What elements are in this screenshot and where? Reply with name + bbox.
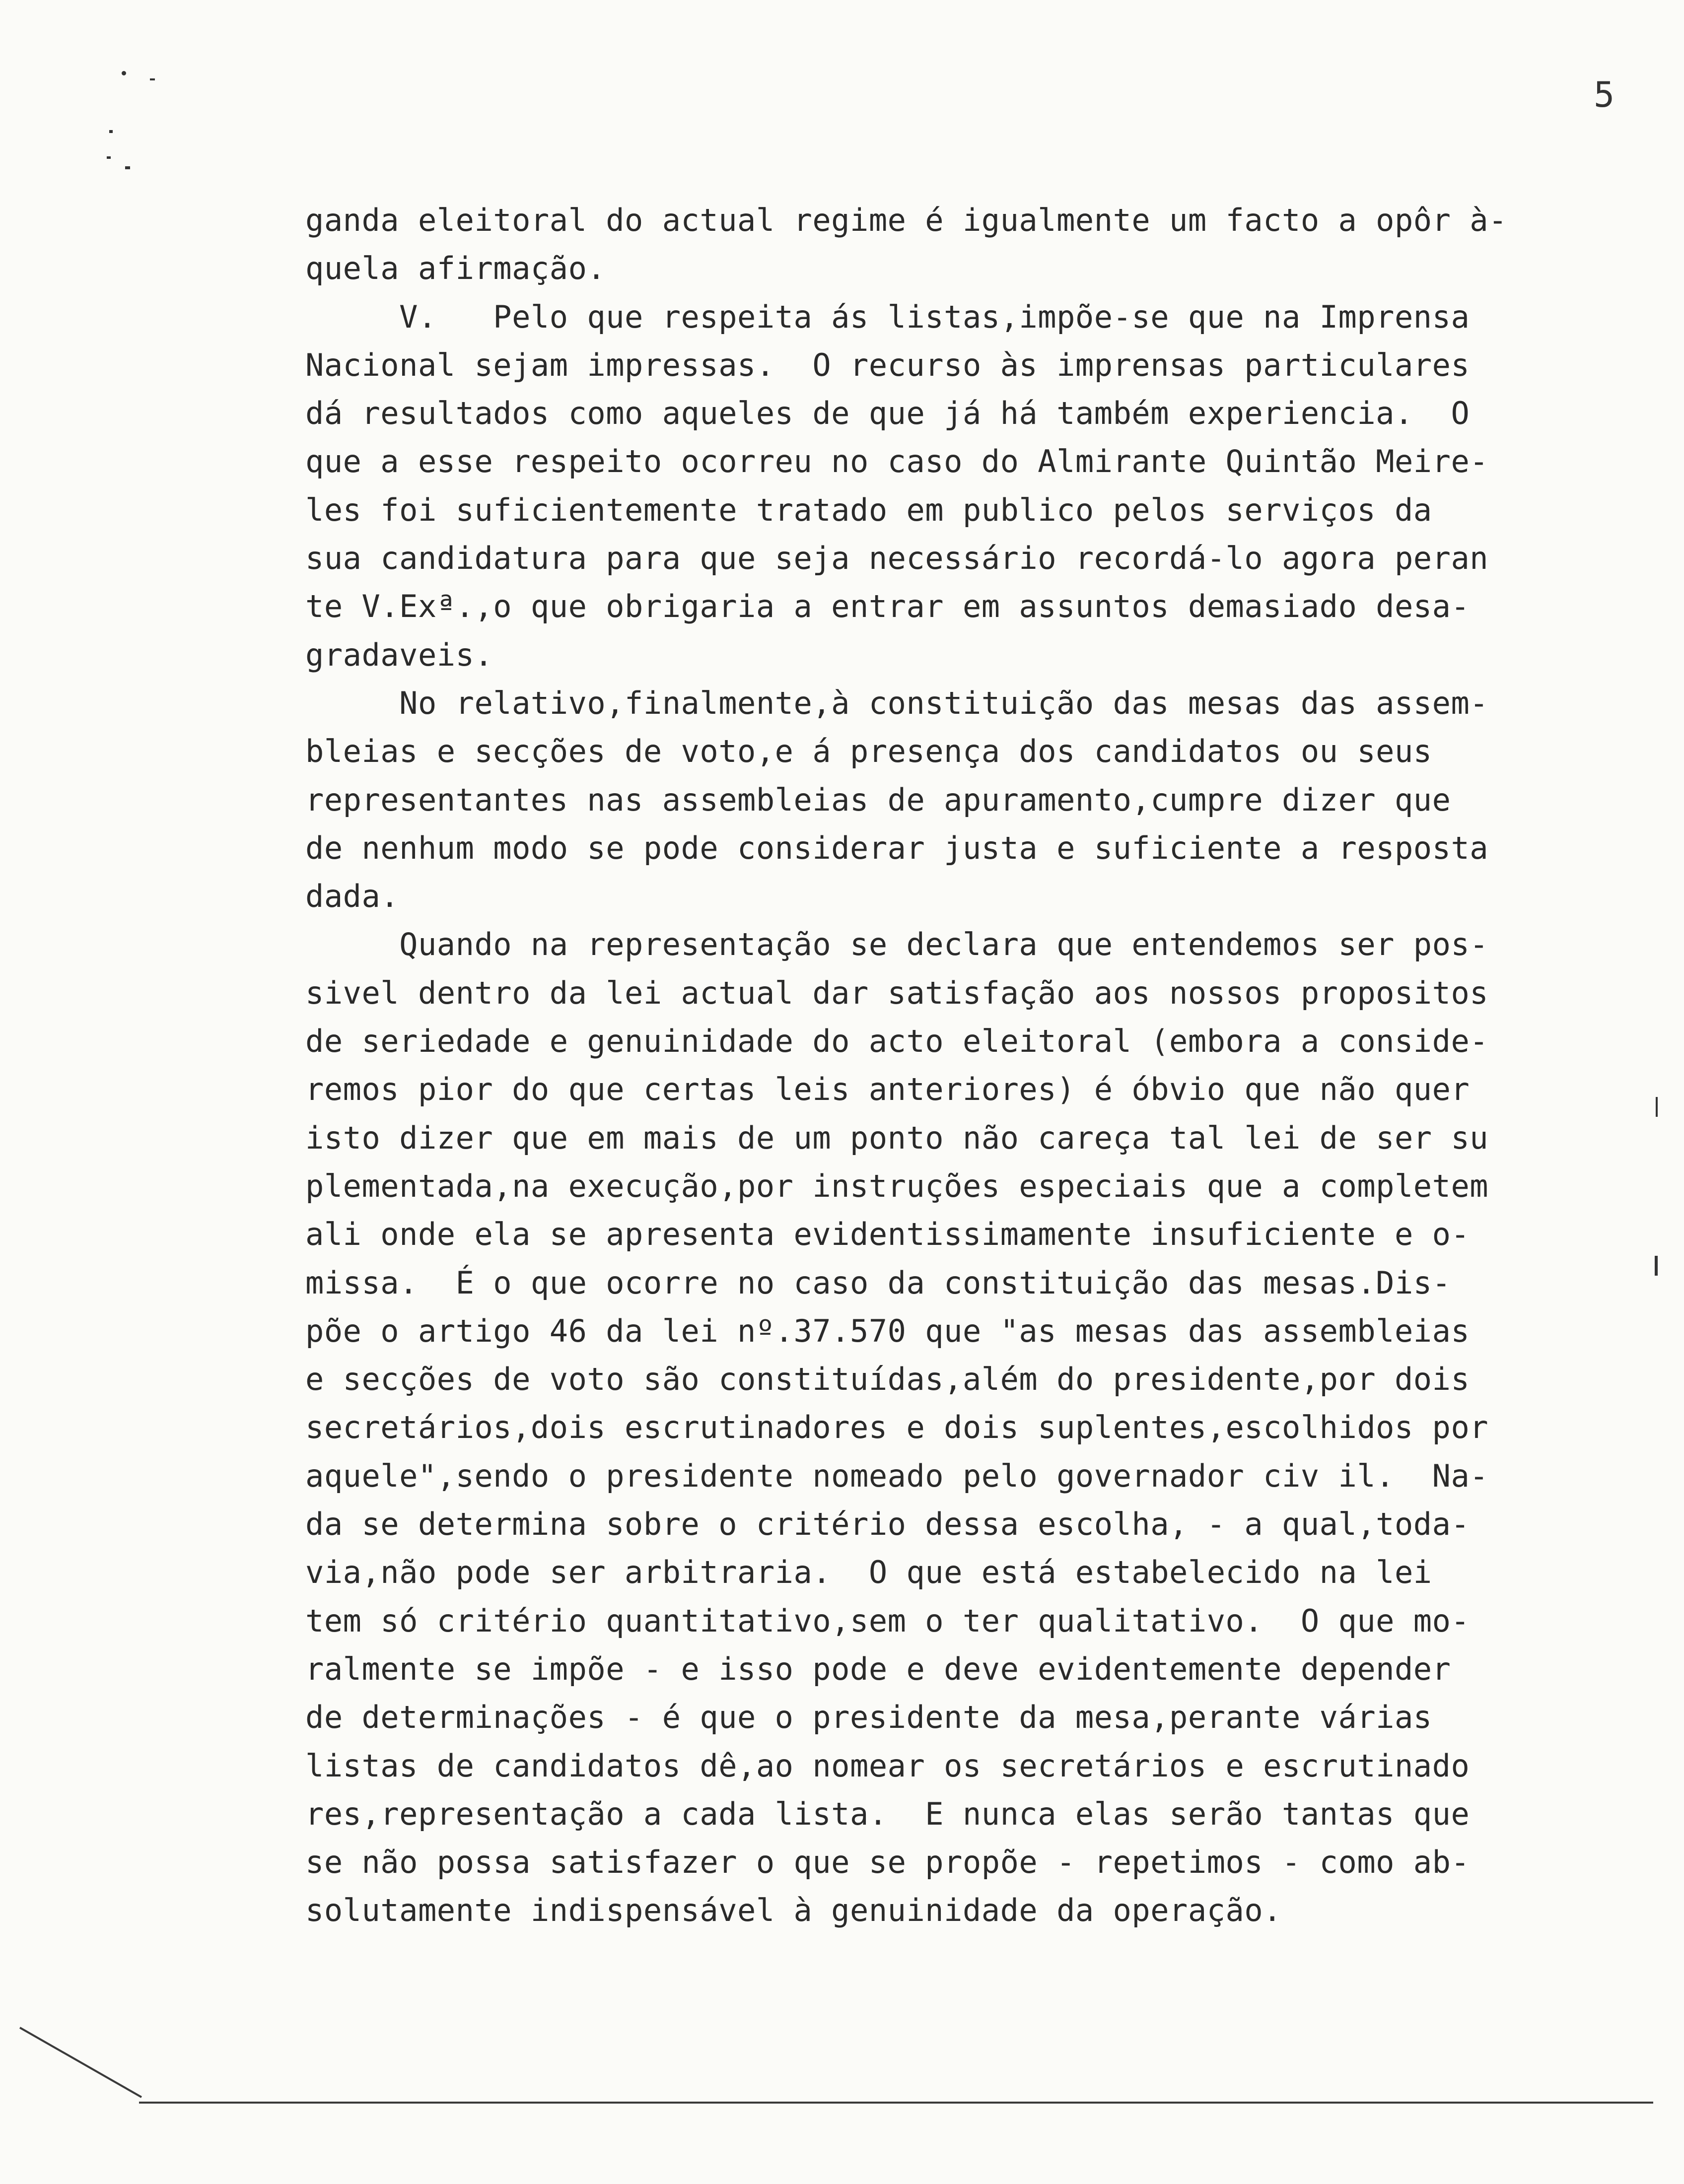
page-number: 5	[1594, 74, 1615, 115]
scan-speck	[1656, 1097, 1658, 1117]
text-line: isto dizer que em mais de um ponto não careça tal lei de ser su	[305, 1119, 1489, 1156]
text-line: dá resultados como aqueles de que já há também experiencia. O	[305, 395, 1470, 432]
text-line: tem só critério quantitativo,sem o ter qualitativo. O que mo-	[305, 1602, 1470, 1639]
text-line: plementada,na execução,por instruções especiais que a completem	[305, 1167, 1489, 1204]
text-line: representantes nas assembleias de apuramento,cumpre dizer que	[305, 781, 1451, 818]
text-line: Nacional sejam impressas. O recurso às imprensas particulares	[305, 346, 1470, 383]
text-line: de nenhum modo se pode considerar justa e suficiente a resposta	[305, 829, 1489, 866]
text-line: aquele",sendo o presidente nomeado pelo governador civ il. Na-	[305, 1457, 1489, 1494]
text-line: ganda eleitoral do actual regime é igualmente um facto a opôr à-	[305, 202, 1507, 238]
bottom-rule	[139, 2102, 1653, 2104]
text-line: se não possa satisfazer o que se propõe - repetimos - como ab-	[305, 1844, 1470, 1881]
text-line: bleias e secções de voto,e á presença dos candidatos ou seus	[305, 733, 1432, 770]
text-line: gradaveis.	[305, 636, 493, 673]
text-line: missa. É o que ocorre no caso da constituição das mesas.Dis-	[305, 1264, 1451, 1301]
text-line: que a esse respeito ocorreu no caso do Almirante Quintão Meire-	[305, 443, 1489, 480]
text-line: quela afirmação.	[305, 250, 606, 287]
scan-speck	[107, 156, 111, 159]
body-text	[305, 196, 1576, 1935]
text-line: remos pior do que certas leis anteriores) é óbvio que não quer	[305, 1071, 1470, 1108]
text-line: dada.	[305, 878, 400, 915]
text-line: solutamente indispensável à genuinidade da operação.	[305, 1892, 1282, 1929]
text-line: sivel dentro da lei actual dar satisfação aos nossos propositos	[305, 974, 1489, 1011]
text-line: ali onde ela se apresenta evidentissimamente insuficiente e o-	[305, 1216, 1470, 1253]
text-line: V. Pelo que respeita ás listas,impõe-se que na Imprensa	[305, 298, 1470, 335]
text-line: les foi suficientemente tratado em publico pelos serviços da	[305, 491, 1432, 528]
scan-speck	[125, 166, 130, 169]
text-line: res,representação a cada lista. E nunca elas serão tantas que	[305, 1795, 1470, 1832]
text-line: te V.Exª.,o que obrigaria a entrar em assuntos demasiado desa-	[305, 588, 1470, 625]
text-line: Quando na representação se declara que entendemos ser pos-	[305, 926, 1489, 963]
text-line: põe o artigo 46 da lei nº.37.570 que "as mesas das assembleias	[305, 1312, 1470, 1349]
text-line: de seriedade e genuinidade do acto eleitoral (embora a conside-	[305, 1023, 1489, 1060]
text-line: sua candidatura para que seja necessário recordá-lo agora peran	[305, 540, 1489, 577]
text-line: de determinações - é que o presidente da mesa,perante várias	[305, 1699, 1432, 1736]
scan-speck	[1655, 1256, 1658, 1276]
diagonal-stroke	[20, 2028, 141, 2097]
text-line: ralmente se impõe - e isso pode e deve evidentemente depender	[305, 1650, 1451, 1687]
text-line: via,não pode ser arbitraria. O que está estabelecido na lei	[305, 1554, 1432, 1591]
text-line: secretários,dois escrutinadores e dois suplentes,escolhidos por	[305, 1409, 1489, 1446]
scan-speck	[109, 130, 113, 133]
text-line: da se determina sobre o critério dessa escolha, - a qual,toda-	[305, 1506, 1470, 1543]
text-line: listas de candidatos dê,ao nomear os secretários e escrutinado	[305, 1747, 1470, 1784]
scan-speck	[122, 71, 126, 75]
scan-speck	[150, 78, 155, 80]
text-line: No relativo,finalmente,à constituição das mesas das assem-	[305, 684, 1489, 721]
text-line: e secções de voto são constituídas,além do presidente,por dois	[305, 1361, 1470, 1398]
